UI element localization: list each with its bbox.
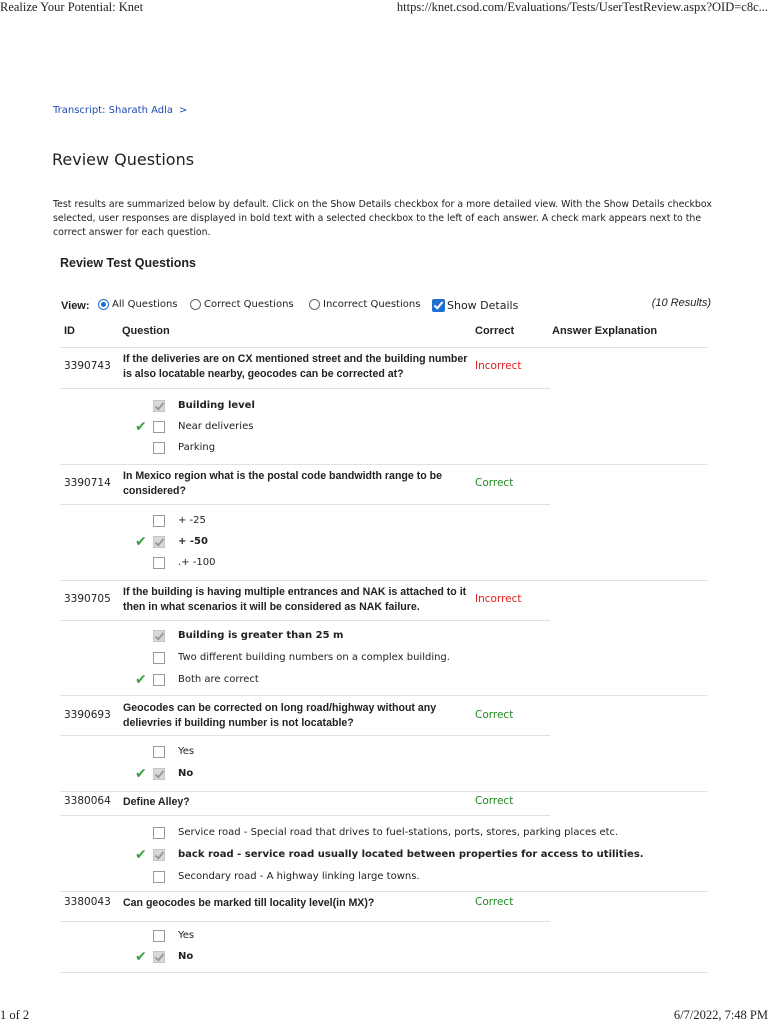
row-divider <box>60 791 707 792</box>
question-id: 3390693 <box>64 709 111 721</box>
intro-text: Test results are summarized below by default. Click on the Show Details checkbox for a more detailed view. With the Show Details checkbox selected, user responses are displayed in bold text with a selected checkbox to the left of each answer. A check mark appears next to the correct answer for each question. <box>53 199 712 238</box>
answer-text: Parking <box>178 442 216 453</box>
checkbox-icon <box>153 557 165 569</box>
question-status: Correct <box>475 709 514 721</box>
answer-text: No <box>178 768 194 779</box>
filter-incorrect-label: Incorrect Questions <box>323 299 421 310</box>
checkbox-checked-icon <box>153 536 165 548</box>
checkbox-icon <box>153 871 165 883</box>
answer-text: Two different building numbers on a complex building. <box>178 652 450 663</box>
question-text: In Mexico region what is the postal code bandwidth range to be considered? <box>123 470 443 497</box>
row-divider <box>60 464 707 465</box>
answer-option <box>135 629 695 645</box>
question-status: Correct <box>475 477 514 489</box>
row-divider <box>60 580 707 581</box>
breadcrumb-separator: > <box>179 105 188 116</box>
checkbox-checked-icon[interactable] <box>432 299 445 312</box>
question-text: Can geocodes be marked till locality level(in MX)? <box>123 897 375 909</box>
checkbox-checked-icon <box>153 951 165 963</box>
breadcrumb <box>53 105 187 116</box>
row-divider <box>60 388 550 389</box>
answer-text: + -50 <box>178 536 208 547</box>
checkbox-checked-icon <box>153 768 165 780</box>
checkbox-icon <box>153 421 165 433</box>
column-header-correct: Correct <box>475 325 515 337</box>
results-count: (10 Results) <box>651 297 711 309</box>
checkbox-checked-icon <box>153 630 165 642</box>
answer-text: Building level <box>178 400 255 411</box>
view-label: View: <box>61 300 90 312</box>
answer-text: Secondary road - A highway linking large towns. <box>178 871 420 882</box>
answer-option <box>135 848 695 864</box>
row-divider <box>60 504 550 505</box>
checkmark-icon: ✔ <box>135 672 147 688</box>
filter-correct-questions[interactable] <box>190 299 294 311</box>
row-divider <box>60 972 707 973</box>
question-text: If the building is having multiple entrances and NAK is attached to it then in what scenarios it will be considered as NAK failure. <box>123 586 467 613</box>
question-text: Define Alley? <box>123 796 190 808</box>
answer-text: Building is greater than 25 m <box>178 630 344 641</box>
question-text: If the deliveries are on CX mentioned street and the building number is also locatable nearby, geocodes can be corrected at? <box>123 353 468 380</box>
print-header <box>0 0 768 16</box>
answer-option <box>135 514 695 530</box>
filter-correct-label: Correct Questions <box>204 299 294 310</box>
checkmark-icon: ✔ <box>135 949 147 965</box>
answer-text: .+ -100 <box>178 557 216 568</box>
answer-text: Yes <box>178 930 195 941</box>
question-status: Incorrect <box>475 360 522 372</box>
answer-text: + -25 <box>178 515 206 526</box>
question-id: 3380064 <box>64 795 111 807</box>
answer-text: Yes <box>178 746 195 757</box>
row-divider <box>60 815 550 816</box>
section-title: Review Test Questions <box>60 256 196 270</box>
checkbox-icon <box>153 746 165 758</box>
filter-all-questions[interactable] <box>98 299 178 311</box>
column-header-answer-explanation: Answer Explanation <box>552 325 658 337</box>
question-status: Incorrect <box>475 593 522 605</box>
checkmark-icon: ✔ <box>135 847 147 863</box>
answer-option <box>135 767 695 783</box>
answer-option <box>135 826 695 842</box>
answer-option <box>135 673 695 689</box>
question-status: Correct <box>475 896 514 908</box>
column-header-question: Question <box>122 325 170 337</box>
row-divider <box>60 891 707 892</box>
show-details-label: Show Details <box>447 299 519 312</box>
answer-text: back road - service road usually located between properties for access to utilities. <box>178 849 644 860</box>
checkmark-icon: ✔ <box>135 534 147 550</box>
answer-option <box>135 950 695 966</box>
answer-option <box>135 556 695 572</box>
checkmark-icon: ✔ <box>135 419 147 435</box>
checkbox-icon <box>153 442 165 454</box>
show-details-toggle[interactable] <box>432 299 518 312</box>
question-id: 3390743 <box>64 360 111 372</box>
row-divider <box>60 695 707 696</box>
checkbox-checked-icon <box>153 849 165 861</box>
radio-icon[interactable] <box>309 299 320 310</box>
answer-text: Service road - Special road that drives to fuel-stations, ports, stores, parking places etc. <box>178 827 619 838</box>
checkbox-icon <box>153 827 165 839</box>
print-footer <box>0 1008 768 1024</box>
page-title: Review Questions <box>52 150 195 169</box>
question-id: 3390705 <box>64 593 111 605</box>
answer-option <box>135 929 695 945</box>
checkbox-icon <box>153 652 165 664</box>
checkbox-icon <box>153 930 165 942</box>
answer-option <box>135 651 695 667</box>
print-footer-datetime: 6/7/2022, 7:48 PM <box>673 1008 768 1022</box>
checkmark-icon: ✔ <box>135 766 147 782</box>
row-divider <box>60 921 550 922</box>
question-id: 3390714 <box>64 477 111 489</box>
answer-text: No <box>178 951 194 962</box>
print-footer-page: 1 of 2 <box>0 1008 30 1022</box>
print-header-title: Realize Your Potential: Knet <box>0 0 144 14</box>
answer-option <box>135 535 695 551</box>
radio-icon[interactable] <box>190 299 201 310</box>
answer-text: Both are correct <box>178 674 259 685</box>
answer-option <box>135 870 695 886</box>
view-filter-bar <box>61 299 711 315</box>
breadcrumb-link-transcript[interactable]: Transcript: Sharath Adla <box>53 105 174 116</box>
header-divider <box>60 347 707 348</box>
question-status: Correct <box>475 795 514 807</box>
answer-text: Near deliveries <box>178 421 254 432</box>
answer-option <box>135 399 695 415</box>
question-id: 3380043 <box>64 896 111 908</box>
question-text: Geocodes can be corrected on long road/highway without any delievries if building number is not locatable? <box>123 702 437 729</box>
filter-incorrect-questions[interactable] <box>309 299 420 311</box>
row-divider <box>60 735 550 736</box>
row-divider <box>60 620 550 621</box>
checkbox-icon <box>153 674 165 686</box>
print-header-url: https://knet.csod.com/Evaluations/Tests/UserTestReview.aspx?OID=c8c... <box>396 0 768 14</box>
column-header-id: ID <box>64 325 75 337</box>
answer-option <box>135 441 695 457</box>
checkbox-checked-icon <box>153 400 165 412</box>
filter-all-label: All Questions <box>112 299 178 310</box>
checkbox-icon <box>153 515 165 527</box>
answer-option <box>135 745 695 761</box>
answer-option <box>135 420 695 436</box>
radio-icon[interactable] <box>98 299 109 310</box>
